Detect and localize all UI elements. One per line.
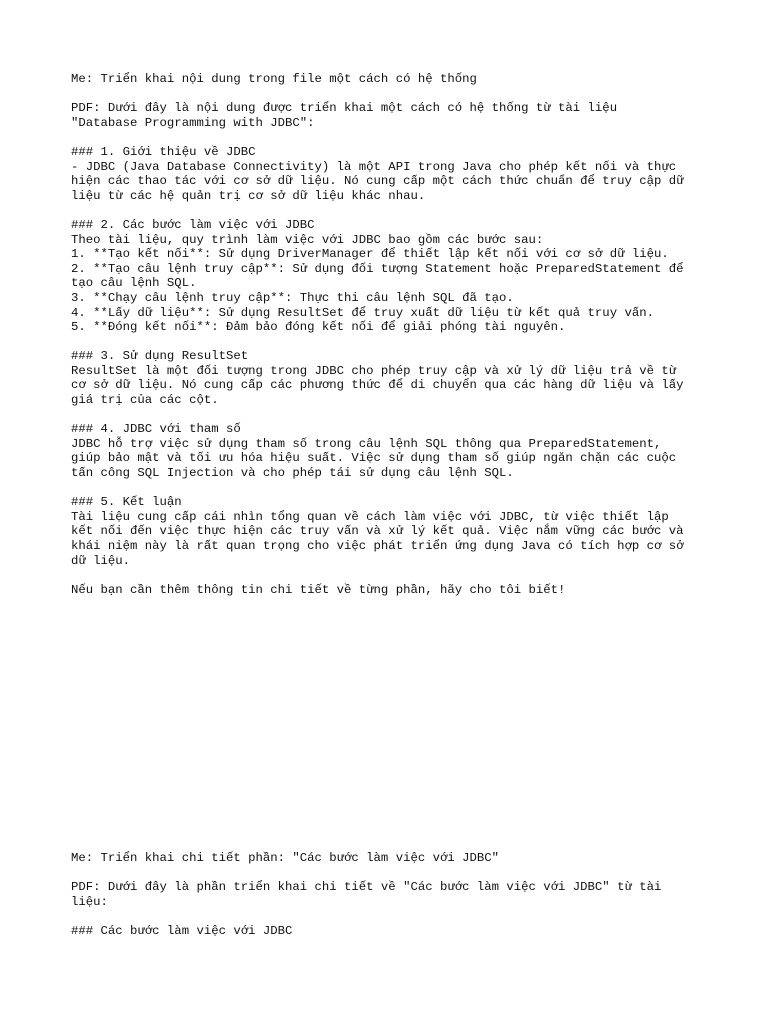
spacer bbox=[71, 335, 711, 350]
section-4-text: tấn công SQL Injection và cho phép tái sử dụng câu lệnh SQL. bbox=[71, 466, 514, 481]
chat-transcript-top bbox=[71, 72, 711, 597]
section-2-step: 3. **Chạy câu lệnh truy cập**: Thực thi câu lệnh SQL đã tạo. bbox=[71, 290, 514, 305]
section-4-heading: ### 4. JDBC với tham số bbox=[71, 422, 241, 437]
section-1-text: - JDBC (Java Database Connectivity) là một API trong Java cho phép kết nối và thực bbox=[71, 159, 677, 174]
section-5-text: khái niệm này là rất quan trọng cho việc phát triển ứng dụng Java có tích hợp cơ sở bbox=[71, 539, 684, 553]
section-5-heading: ### 5. Kết luận bbox=[71, 495, 182, 510]
section-3-text: giá trị của các cột. bbox=[71, 393, 219, 408]
spacer bbox=[71, 87, 711, 102]
section-2-step: 4. **Lấy dữ liệu**: Sử dụng ResultSet để truy xuất dữ liệu từ kết quả truy vấn. bbox=[71, 305, 654, 320]
section-4-text: giúp bảo mật và tối ưu hóa hiệu suất. Việc sử dụng tham số giúp ngăn chặn các cuộc bbox=[71, 451, 677, 466]
user-request: Me: Triển khai nội dung trong file một cách có hệ thống bbox=[71, 72, 477, 86]
pdf-intro-line-2: liệu: bbox=[71, 894, 108, 909]
spacer bbox=[71, 130, 711, 145]
section-5-text: Tài liệu cung cấp cái nhìn tổng quan về cách làm việc với JDBC, từ việc thiết lập bbox=[71, 509, 669, 524]
section-3-text: cơ sở dữ liệu. Nó cung cấp các phương thức để di chuyển qua các hàng dữ liệu và lấy bbox=[71, 378, 684, 393]
chat-transcript-bottom bbox=[71, 851, 711, 939]
section-heading: ### Các bước làm việc với JDBC bbox=[71, 923, 293, 938]
section-2-step: tạo câu lệnh SQL. bbox=[71, 276, 197, 291]
section-3-heading: ### 3. Sử dụng ResultSet bbox=[71, 349, 249, 364]
section-1-text: liệu từ các hệ quản trị cơ sở dữ liệu khác nhau. bbox=[71, 188, 426, 203]
section-2-step: 1. **Tạo kết nối**: Sử dụng DriverManager để thiết lập kết nối với cơ sở dữ liệu. bbox=[71, 247, 669, 262]
section-2-heading: ### 2. Các bước làm việc với JDBC bbox=[71, 217, 315, 232]
section-5-text: kết nối đến việc thực hiện các truy vấn và xử lý kết quả. Việc nắm vững các bước và bbox=[71, 524, 684, 539]
spacer bbox=[71, 203, 711, 218]
section-4-text: JDBC hỗ trợ việc sử dụng tham số trong câu lệnh SQL thông qua PreparedStatement, bbox=[71, 436, 662, 451]
section-1-text: hiện các thao tác với cơ sở dữ liệu. Nó cung cấp một cách thức chuẩn để truy cập dữ bbox=[71, 174, 684, 189]
pdf-intro-line-1: PDF: Dưới đây là phần triển khai chi tiết về "Các bước làm việc với JDBC" từ tài bbox=[71, 880, 662, 895]
spacer bbox=[71, 866, 711, 881]
closing-remark: Nếu bạn cần thêm thông tin chi tiết về từng phần, hãy cho tôi biết! bbox=[71, 582, 566, 597]
pdf-intro-line-1: PDF: Dưới đây là nội dung được triển khai một cách có hệ thống từ tài liệu bbox=[71, 101, 618, 116]
spacer bbox=[71, 568, 711, 583]
spacer bbox=[71, 481, 711, 496]
section-2-step: 5. **Đóng kết nối**: Đảm bảo đóng kết nối để giải phóng tài nguyên. bbox=[71, 320, 566, 335]
section-3-text: ResultSet là một đối tượng trong JDBC cho phép truy cập và xử lý dữ liệu trả về từ bbox=[71, 363, 677, 378]
section-2-text: Theo tài liệu, quy trình làm việc với JDBC bao gồm các bước sau: bbox=[71, 232, 544, 247]
section-2-step: 2. **Tạo câu lệnh truy cập**: Sử dụng đối tượng Statement hoặc PreparedStatement để bbox=[71, 261, 684, 276]
spacer bbox=[71, 408, 711, 423]
section-5-text: dữ liệu. bbox=[71, 553, 131, 568]
spacer bbox=[71, 909, 711, 924]
pdf-intro-line-2: "Database Programming with JDBC": bbox=[71, 115, 315, 130]
section-1-heading: ### 1. Giới thiệu về JDBC bbox=[71, 144, 256, 159]
user-request: Me: Triển khai chi tiết phần: "Các bước làm việc với JDBC" bbox=[71, 851, 500, 865]
